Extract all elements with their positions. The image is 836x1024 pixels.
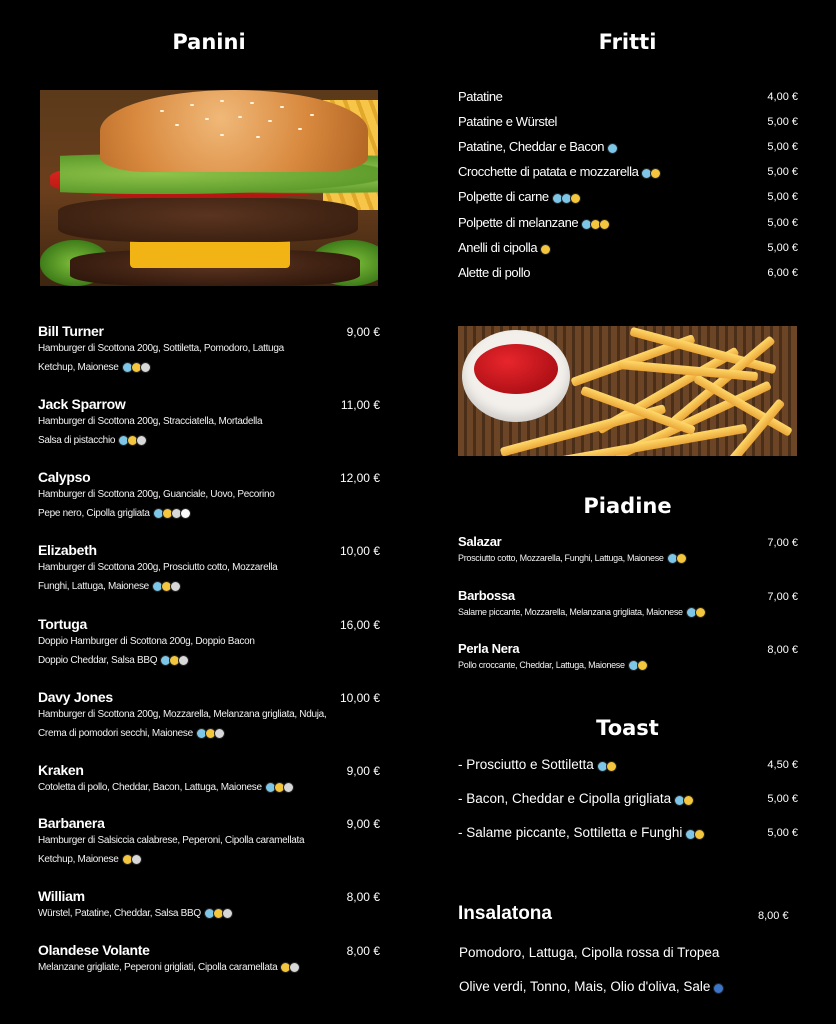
panini-item	[38, 888, 380, 923]
panini-item	[38, 542, 380, 596]
allergen-icons	[265, 778, 292, 797]
item-name: Alette di pollo	[458, 265, 531, 280]
item-desc: Funghi, Lattuga, Maionese	[38, 581, 149, 593]
item-price: 5,00 €	[767, 115, 798, 128]
panini-item	[38, 762, 380, 797]
fritti-item	[458, 240, 798, 256]
panini-title: Panini	[172, 30, 246, 54]
allergen-icons	[196, 724, 223, 743]
fritti-item	[458, 265, 798, 280]
item-name: Crocchette di patata e mozzarella	[458, 164, 639, 179]
item-name: Patatine	[458, 89, 503, 104]
panini-item	[38, 942, 380, 977]
item-desc: Ketchup, Maionese	[38, 362, 119, 374]
item-name: Barbanera	[38, 815, 105, 831]
panini-item	[38, 469, 380, 523]
fritti-item	[458, 139, 798, 155]
item-name: Polpette di carne	[458, 189, 549, 204]
item-price: 5,00 €	[767, 242, 798, 255]
item-desc: Crema di pomodori secchi, Maionese	[38, 728, 193, 740]
item-desc: Hamburger di Scottona 200g, Prosciutto cotto, Mozzarella	[38, 562, 278, 573]
item-name: Bill Turner	[38, 323, 104, 339]
allergen-icons	[674, 792, 692, 807]
panini-item	[38, 396, 380, 450]
item-desc: Doppio Hamburger di Scottona 200g, Doppio Bacon	[38, 636, 255, 647]
item-name: Kraken	[38, 762, 84, 778]
item-price: 4,00 €	[767, 90, 798, 103]
item-price: 8,00 €	[346, 890, 380, 904]
item-price: 7,00 €	[767, 537, 798, 549]
panini-item	[38, 815, 380, 869]
item-name: Jack Sparrow	[38, 396, 126, 412]
fritti-item	[458, 114, 798, 129]
item-price: 5,00 €	[767, 826, 798, 839]
item-price: 5,00 €	[767, 792, 798, 805]
fritti-item	[458, 164, 798, 180]
item-price: 5,00 €	[767, 166, 798, 179]
toast-item	[458, 757, 798, 773]
allergen-icons	[540, 241, 549, 256]
allergen-icons	[641, 165, 659, 180]
piadine-title: Piadine	[583, 494, 672, 518]
item-desc: Hamburger di Scottona 200g, Stracciatella, Mortadella	[38, 416, 263, 427]
allergen-icons	[581, 216, 608, 231]
toast-item	[458, 791, 798, 807]
fritti-item	[458, 89, 798, 104]
item-price: 16,00 €	[339, 618, 380, 632]
fries-photo	[458, 326, 797, 456]
allergen-icons	[597, 758, 615, 773]
item-price: 8,00 €	[767, 644, 798, 656]
burger-photo	[40, 90, 378, 286]
item-name: - Bacon, Cheddar e Cipolla grigliata	[458, 791, 672, 806]
toast-item	[458, 825, 798, 841]
item-price: 7,00 €	[767, 591, 798, 603]
panini-item	[38, 323, 380, 377]
item-price: 10,00 €	[339, 544, 380, 558]
allergen-icons	[204, 904, 231, 923]
fritti-item	[458, 215, 798, 231]
fritti-item	[458, 189, 798, 205]
item-name: Patatine e Würstel	[458, 114, 558, 129]
insalatona-price: 8,00 €	[758, 910, 789, 922]
item-name: Barbossa	[458, 588, 515, 603]
item-name: Tortuga	[38, 616, 87, 632]
item-name: - Salame piccante, Sottiletta e Funghi	[458, 825, 683, 840]
item-name: Olandese Volante	[38, 942, 150, 958]
item-desc: Ketchup, Maionese	[38, 854, 119, 866]
item-desc: Hamburger di Salsiccia calabrese, Peperoni, Cipolla caramellata	[38, 835, 305, 846]
allergen-icons	[152, 577, 179, 596]
item-price: 4,50 €	[767, 758, 798, 771]
item-desc: Pollo croccante, Cheddar, Lattuga, Maionese	[458, 660, 625, 670]
allergen-icons	[685, 826, 703, 841]
item-price: 8,00 €	[346, 944, 380, 958]
item-desc: Pepe nero, Cipolla grigliata	[38, 508, 150, 520]
allergen-icons	[667, 549, 685, 568]
allergen-icons	[122, 850, 140, 869]
panini-item	[38, 616, 380, 670]
allergen-icons	[160, 651, 187, 670]
allergen-icons	[153, 504, 189, 523]
item-name: Perla Nera	[458, 641, 520, 656]
insalatona-desc: Olive verdi, Tonno, Mais, Olio d'oliva, Sale	[459, 979, 711, 994]
item-desc: Cotoletta di pollo, Cheddar, Bacon, Lattuga, Maionese	[38, 782, 262, 794]
item-desc: Salsa di pistacchio	[38, 435, 116, 447]
item-price: 9,00 €	[346, 325, 380, 339]
panini-item	[38, 689, 380, 743]
item-name: Polpette di melanzane	[458, 215, 579, 230]
allergen-icons	[552, 190, 579, 205]
piadine-item	[458, 588, 798, 622]
item-name: Davy Jones	[38, 689, 113, 705]
item-price: 5,00 €	[767, 141, 798, 154]
allergen-icons	[118, 431, 145, 450]
item-name: Patatine, Cheddar e Bacon	[458, 139, 605, 154]
item-price: 6,00 €	[767, 266, 798, 279]
item-name: - Prosciutto e Sottiletta	[458, 757, 594, 772]
item-name: Salazar	[458, 534, 502, 549]
allergen-icons	[280, 958, 298, 977]
item-name: Elizabeth	[38, 542, 97, 558]
piadine-item	[458, 534, 798, 568]
item-price: 5,00 €	[767, 191, 798, 204]
item-price: 9,00 €	[346, 817, 380, 831]
item-desc: Salame piccante, Mozzarella, Melanzana grigliata, Maionese	[458, 607, 683, 617]
insalatona-desc: Pomodoro, Lattuga, Cipolla rossa di Tropea	[459, 945, 720, 960]
item-price: 5,00 €	[767, 217, 798, 230]
item-desc: Melanzane grigliate, Peperoni grigliati, Cipolla caramellata	[38, 962, 278, 974]
allergen-icons	[628, 656, 646, 675]
fritti-title: Fritti	[598, 30, 657, 54]
allergen-icons	[686, 603, 704, 622]
piadine-item	[458, 641, 798, 675]
item-desc: Hamburger di Scottona 200g, Sottiletta, Pomodoro, Lattuga	[38, 343, 284, 354]
item-name: Calypso	[38, 469, 91, 485]
allergen-icons	[607, 140, 616, 155]
item-desc: Hamburger di Scottona 200g, Guanciale, Uovo, Pecorino	[38, 489, 275, 500]
item-desc: Hamburger di Scottona 200g, Mozzarella, Melanzana grigliata, Nduja,	[38, 709, 327, 720]
item-price: 11,00 €	[340, 398, 380, 412]
item-price: 9,00 €	[346, 764, 380, 778]
toast-title: Toast	[596, 716, 659, 740]
item-desc: Doppio Cheddar, Salsa BBQ	[38, 655, 158, 667]
item-desc: Würstel, Patatine, Cheddar, Salsa BBQ	[38, 908, 201, 920]
item-name: Anelli di cipolla	[458, 240, 538, 255]
item-price: 10,00 €	[339, 691, 380, 705]
item-price: 12,00 €	[339, 471, 380, 485]
insalatona-title: Insalatona	[458, 903, 552, 924]
allergen-icons	[122, 358, 149, 377]
item-desc: Prosciutto cotto, Mozzarella, Funghi, Lattuga, Maionese	[458, 553, 664, 563]
item-name: William	[38, 888, 85, 904]
fish-allergen-icon	[713, 980, 722, 995]
